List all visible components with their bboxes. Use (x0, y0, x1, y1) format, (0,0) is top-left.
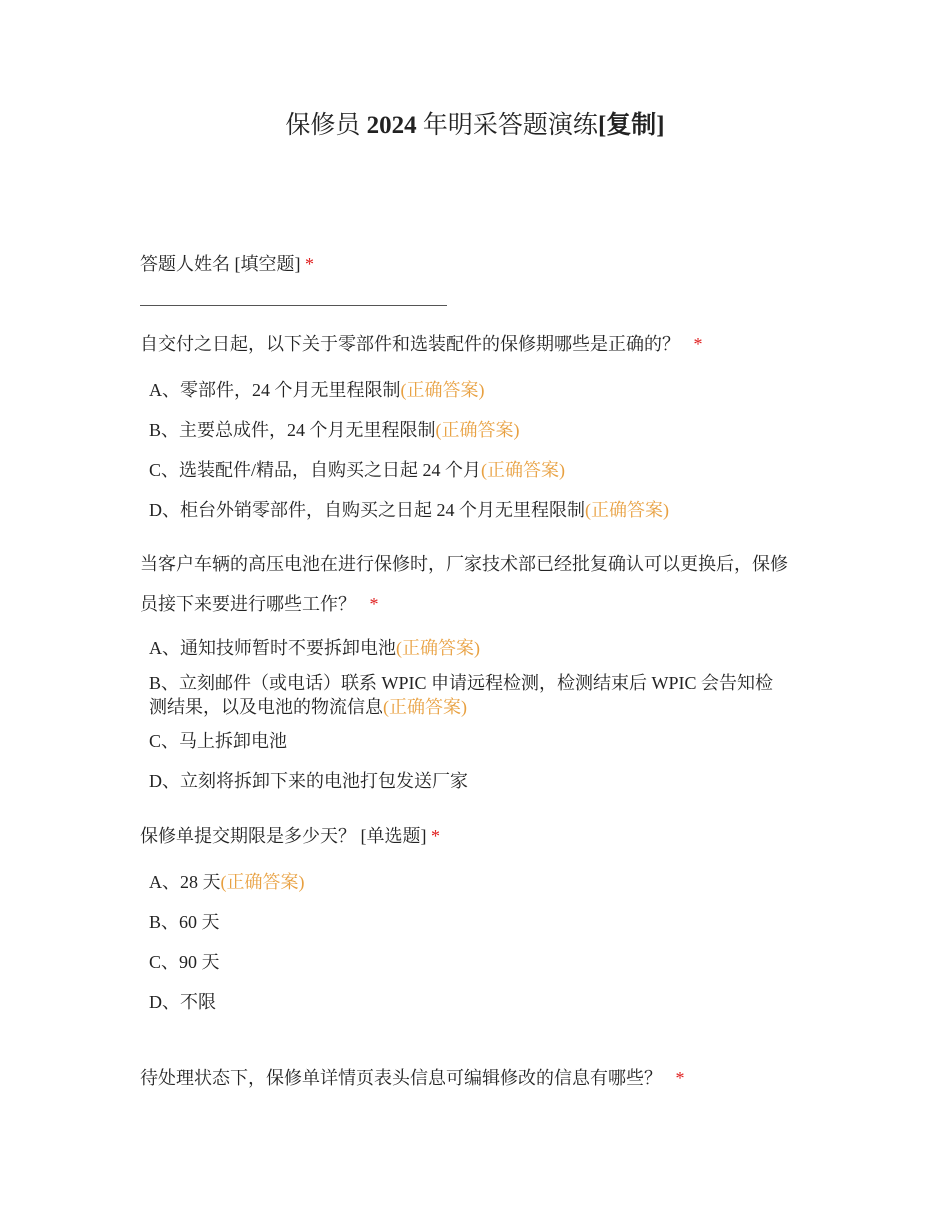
option: C、马上拆卸电池 (149, 731, 288, 751)
correct-answer-label: (正确答案) (220, 872, 305, 892)
title-text: 保修员 (285, 112, 367, 139)
option (149, 418, 520, 442)
required-mark: * (305, 254, 314, 274)
correct-answer-label: (正确答案) (400, 380, 485, 400)
correct-answer-label: (正确答案) (435, 420, 520, 440)
question-text: 员接下来要进行哪些工作？ (140, 594, 356, 614)
question-text: 保修单提交期限是多少天？ [单选题] (140, 826, 427, 846)
question-1 (140, 252, 314, 276)
question-3-line2 (140, 592, 379, 616)
title-suffix: [复制] (597, 112, 665, 139)
required-mark: * (369, 594, 379, 614)
option (149, 636, 480, 660)
correct-answer-label: (正确答案) (585, 500, 669, 520)
option-text: A、28 天 (149, 872, 221, 892)
option (149, 870, 305, 894)
option: B、60 天 (149, 912, 220, 932)
option: C、90 天 (149, 952, 220, 972)
title-text: 年明采答题演练 (416, 112, 598, 139)
correct-answer-label: (正确答案) (481, 460, 566, 480)
question-text: 待处理状态下，保修单详情页表头信息可编辑修改的信息有哪些？ (140, 1068, 662, 1088)
question-4 (140, 824, 440, 848)
title-year: 2024 (366, 112, 417, 139)
question-2 (140, 332, 703, 356)
option (149, 498, 669, 522)
question-3-line1: 当客户车辆的高压电池在进行保修时，厂家技术部已经批复确认可以更换后，保修 (140, 554, 788, 574)
question-text: 自交付之日起，以下关于零部件和选装配件的保修期哪些是正确的？ (140, 334, 680, 354)
option (149, 458, 565, 482)
question-5 (140, 1066, 685, 1090)
option: D、立刻将拆卸下来的电池打包发送厂家 (149, 771, 468, 791)
option: B、立刻邮件（或电话）联系 WPIC 申请远程检测，检测结束后 WPIC 会告知检 (149, 673, 774, 693)
required-mark: * (431, 826, 440, 846)
option-text: D、柜台外销零部件，自购买之日起 24 个月无里程限制 (149, 500, 585, 520)
option-text: A、通知技师暂时不要拆卸电池 (149, 638, 396, 658)
option-text: 测结果，以及电池的物流信息 (149, 697, 383, 717)
page-title (0, 110, 950, 142)
option-text: B、主要总成件，24 个月无里程限制 (149, 420, 436, 440)
required-mark: * (693, 334, 703, 354)
option-continued (149, 695, 467, 719)
name-answer-blank[interactable] (140, 305, 447, 306)
option-text: C、选装配件/精品，自购买之日起 24 个月 (149, 460, 482, 480)
required-mark: * (675, 1068, 685, 1088)
option (149, 378, 485, 402)
option-text: A、零部件，24 个月无里程限制 (149, 380, 401, 400)
correct-answer-label: (正确答案) (396, 638, 480, 658)
correct-answer-label: (正确答案) (383, 697, 467, 717)
option: D、不限 (149, 992, 216, 1012)
question-text: 答题人姓名 [填空题] (140, 254, 301, 274)
